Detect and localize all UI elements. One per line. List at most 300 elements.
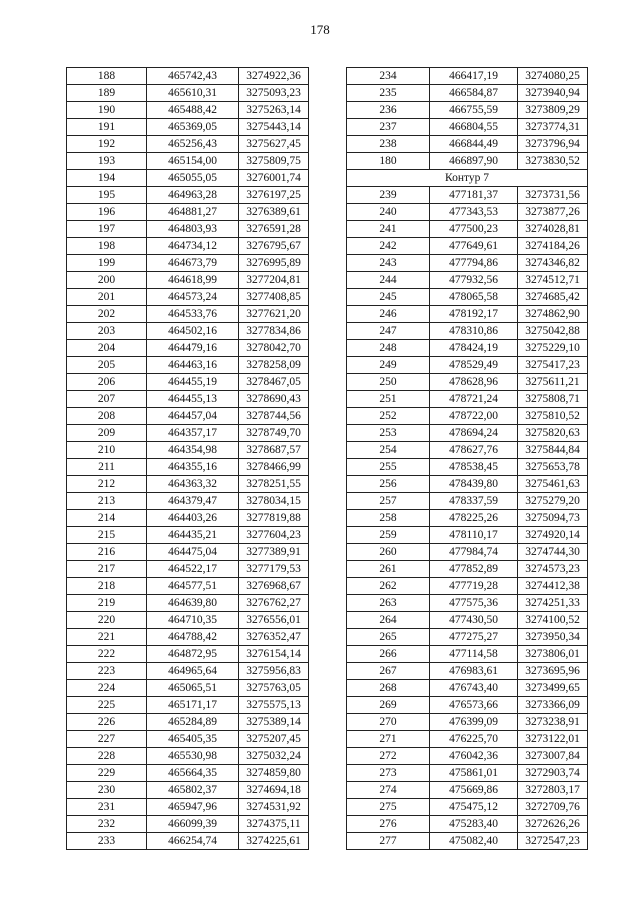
y-coordinate-cell: 3276389,61 bbox=[239, 204, 309, 221]
left-coordinates-table bbox=[66, 67, 309, 850]
x-coordinate-cell: 465530,98 bbox=[147, 748, 239, 765]
table-row bbox=[67, 289, 309, 306]
point-number-cell: 217 bbox=[67, 561, 147, 578]
point-number-cell: 235 bbox=[347, 85, 430, 102]
x-coordinate-cell: 465154,00 bbox=[147, 153, 239, 170]
point-number-cell: 199 bbox=[67, 255, 147, 272]
point-number-cell: 272 bbox=[347, 748, 430, 765]
point-number-cell: 206 bbox=[67, 374, 147, 391]
point-number-cell: 209 bbox=[67, 425, 147, 442]
x-coordinate-cell: 464788,42 bbox=[147, 629, 239, 646]
table-row bbox=[67, 714, 309, 731]
table-row bbox=[347, 425, 588, 442]
table-row bbox=[67, 748, 309, 765]
x-coordinate-cell: 464403,26 bbox=[147, 510, 239, 527]
y-coordinate-cell: 3278690,43 bbox=[239, 391, 309, 408]
table-row bbox=[347, 102, 588, 119]
point-number-cell: 227 bbox=[67, 731, 147, 748]
point-number-cell: 231 bbox=[67, 799, 147, 816]
table-row bbox=[67, 255, 309, 272]
y-coordinate-cell: 3275042,88 bbox=[518, 323, 588, 340]
table-row bbox=[347, 629, 588, 646]
y-coordinate-cell: 3275417,23 bbox=[518, 357, 588, 374]
table-row bbox=[67, 731, 309, 748]
x-coordinate-cell: 476983,61 bbox=[430, 663, 518, 680]
y-coordinate-cell: 3274225,61 bbox=[239, 833, 309, 850]
x-coordinate-cell: 464673,79 bbox=[147, 255, 239, 272]
x-coordinate-cell: 464533,76 bbox=[147, 306, 239, 323]
y-coordinate-cell: 3275809,75 bbox=[239, 153, 309, 170]
point-number-cell: 233 bbox=[67, 833, 147, 850]
y-coordinate-cell: 3278744,56 bbox=[239, 408, 309, 425]
x-coordinate-cell: 465947,96 bbox=[147, 799, 239, 816]
y-coordinate-cell: 3276197,25 bbox=[239, 187, 309, 204]
table-row bbox=[347, 68, 588, 85]
x-coordinate-cell: 478694,24 bbox=[430, 425, 518, 442]
x-coordinate-cell: 464363,32 bbox=[147, 476, 239, 493]
x-coordinate-cell: 464803,93 bbox=[147, 221, 239, 238]
y-coordinate-cell: 3274100,52 bbox=[518, 612, 588, 629]
table-row bbox=[347, 357, 588, 374]
y-coordinate-cell: 3272903,74 bbox=[518, 765, 588, 782]
x-coordinate-cell: 477500,23 bbox=[430, 221, 518, 238]
y-coordinate-cell: 3274685,42 bbox=[518, 289, 588, 306]
y-coordinate-cell: 3273940,94 bbox=[518, 85, 588, 102]
x-coordinate-cell: 466804,55 bbox=[430, 119, 518, 136]
table-row bbox=[67, 323, 309, 340]
table-row bbox=[347, 612, 588, 629]
y-coordinate-cell: 3275389,14 bbox=[239, 714, 309, 731]
x-coordinate-cell: 465369,05 bbox=[147, 119, 239, 136]
x-coordinate-cell: 465664,35 bbox=[147, 765, 239, 782]
point-number-cell: 249 bbox=[347, 357, 430, 374]
table-row bbox=[67, 391, 309, 408]
table-row bbox=[67, 680, 309, 697]
point-number-cell: 274 bbox=[347, 782, 430, 799]
y-coordinate-cell: 3275844,84 bbox=[518, 442, 588, 459]
point-number-cell: 244 bbox=[347, 272, 430, 289]
x-coordinate-cell: 475669,86 bbox=[430, 782, 518, 799]
point-number-cell: 190 bbox=[67, 102, 147, 119]
point-number-cell: 271 bbox=[347, 731, 430, 748]
y-coordinate-cell: 3275820,63 bbox=[518, 425, 588, 442]
table-row bbox=[67, 816, 309, 833]
point-number-cell: 269 bbox=[347, 697, 430, 714]
y-coordinate-cell: 3272626,26 bbox=[518, 816, 588, 833]
point-number-cell: 253 bbox=[347, 425, 430, 442]
table-row bbox=[67, 629, 309, 646]
table-row bbox=[347, 578, 588, 595]
table-row bbox=[347, 238, 588, 255]
table-row bbox=[67, 595, 309, 612]
table-row bbox=[347, 816, 588, 833]
y-coordinate-cell: 3273499,65 bbox=[518, 680, 588, 697]
page-number: 178 bbox=[310, 22, 330, 37]
y-coordinate-cell: 3275032,24 bbox=[239, 748, 309, 765]
y-coordinate-cell: 3273366,09 bbox=[518, 697, 588, 714]
table-row bbox=[347, 663, 588, 680]
y-coordinate-cell: 3274694,18 bbox=[239, 782, 309, 799]
x-coordinate-cell: 464357,17 bbox=[147, 425, 239, 442]
y-coordinate-cell: 3277408,85 bbox=[239, 289, 309, 306]
x-coordinate-cell: 464455,13 bbox=[147, 391, 239, 408]
x-coordinate-cell: 476573,66 bbox=[430, 697, 518, 714]
table-row bbox=[347, 765, 588, 782]
y-coordinate-cell: 3275808,71 bbox=[518, 391, 588, 408]
y-coordinate-cell: 3276995,89 bbox=[239, 255, 309, 272]
table-row bbox=[347, 221, 588, 238]
point-number-cell: 242 bbox=[347, 238, 430, 255]
point-number-cell: 218 bbox=[67, 578, 147, 595]
y-coordinate-cell: 3274859,80 bbox=[239, 765, 309, 782]
table-row bbox=[67, 187, 309, 204]
x-coordinate-cell: 476399,09 bbox=[430, 714, 518, 731]
point-number-cell: 213 bbox=[67, 493, 147, 510]
x-coordinate-cell: 476042,36 bbox=[430, 748, 518, 765]
table-row bbox=[67, 357, 309, 374]
table-row bbox=[67, 136, 309, 153]
point-number-cell: 225 bbox=[67, 697, 147, 714]
x-coordinate-cell: 464475,04 bbox=[147, 544, 239, 561]
point-number-cell: 262 bbox=[347, 578, 430, 595]
table-row bbox=[347, 680, 588, 697]
point-number-cell: 195 bbox=[67, 187, 147, 204]
point-number-cell: 226 bbox=[67, 714, 147, 731]
point-number-cell: 256 bbox=[347, 476, 430, 493]
table-row bbox=[347, 289, 588, 306]
y-coordinate-cell: 3277179,53 bbox=[239, 561, 309, 578]
contour-label: Контур 7 bbox=[347, 170, 588, 187]
table-row bbox=[67, 799, 309, 816]
table-row bbox=[347, 697, 588, 714]
point-number-cell: 248 bbox=[347, 340, 430, 357]
point-number-cell: 224 bbox=[67, 680, 147, 697]
x-coordinate-cell: 464577,51 bbox=[147, 578, 239, 595]
y-coordinate-cell: 3275229,10 bbox=[518, 340, 588, 357]
point-number-cell: 238 bbox=[347, 136, 430, 153]
x-coordinate-cell: 475475,12 bbox=[430, 799, 518, 816]
x-coordinate-cell: 477275,27 bbox=[430, 629, 518, 646]
left-table-body bbox=[67, 68, 309, 850]
y-coordinate-cell: 3277819,88 bbox=[239, 510, 309, 527]
x-coordinate-cell: 465284,89 bbox=[147, 714, 239, 731]
x-coordinate-cell: 478310,86 bbox=[430, 323, 518, 340]
table-row bbox=[347, 748, 588, 765]
y-coordinate-cell: 3277834,86 bbox=[239, 323, 309, 340]
table-row bbox=[67, 782, 309, 799]
point-number-cell: 255 bbox=[347, 459, 430, 476]
y-coordinate-cell: 3277621,20 bbox=[239, 306, 309, 323]
x-coordinate-cell: 475082,40 bbox=[430, 833, 518, 850]
table-row bbox=[67, 646, 309, 663]
point-number-cell: 234 bbox=[347, 68, 430, 85]
table-row bbox=[347, 119, 588, 136]
table-row bbox=[67, 612, 309, 629]
y-coordinate-cell: 3276968,67 bbox=[239, 578, 309, 595]
x-coordinate-cell: 478439,80 bbox=[430, 476, 518, 493]
point-number-cell: 267 bbox=[347, 663, 430, 680]
table-row bbox=[347, 595, 588, 612]
point-number-cell: 203 bbox=[67, 323, 147, 340]
x-coordinate-cell: 464457,04 bbox=[147, 408, 239, 425]
y-coordinate-cell: 3274251,33 bbox=[518, 595, 588, 612]
table-row bbox=[347, 782, 588, 799]
table-row bbox=[67, 153, 309, 170]
point-number-cell: 258 bbox=[347, 510, 430, 527]
x-coordinate-cell: 478627,76 bbox=[430, 442, 518, 459]
y-coordinate-cell: 3275611,21 bbox=[518, 374, 588, 391]
point-number-cell: 243 bbox=[347, 255, 430, 272]
point-number-cell: 216 bbox=[67, 544, 147, 561]
table-row bbox=[347, 408, 588, 425]
y-coordinate-cell: 3274531,92 bbox=[239, 799, 309, 816]
table-row bbox=[347, 153, 588, 170]
point-number-cell: 207 bbox=[67, 391, 147, 408]
y-coordinate-cell: 3277389,91 bbox=[239, 544, 309, 561]
point-number-cell: 194 bbox=[67, 170, 147, 187]
x-coordinate-cell: 465405,35 bbox=[147, 731, 239, 748]
x-coordinate-cell: 464710,35 bbox=[147, 612, 239, 629]
y-coordinate-cell: 3273796,94 bbox=[518, 136, 588, 153]
point-number-cell: 215 bbox=[67, 527, 147, 544]
table-row bbox=[67, 374, 309, 391]
table-row bbox=[347, 255, 588, 272]
y-coordinate-cell: 3278042,70 bbox=[239, 340, 309, 357]
x-coordinate-cell: 465488,42 bbox=[147, 102, 239, 119]
table-row bbox=[67, 476, 309, 493]
y-coordinate-cell: 3274920,14 bbox=[518, 527, 588, 544]
x-coordinate-cell: 466417,19 bbox=[430, 68, 518, 85]
x-coordinate-cell: 464463,16 bbox=[147, 357, 239, 374]
point-number-cell: 277 bbox=[347, 833, 430, 850]
x-coordinate-cell: 476225,70 bbox=[430, 731, 518, 748]
y-coordinate-cell: 3275093,23 bbox=[239, 85, 309, 102]
y-coordinate-cell: 3273809,29 bbox=[518, 102, 588, 119]
x-coordinate-cell: 465802,37 bbox=[147, 782, 239, 799]
x-coordinate-cell: 466584,87 bbox=[430, 85, 518, 102]
y-coordinate-cell: 3278687,57 bbox=[239, 442, 309, 459]
point-number-cell: 250 bbox=[347, 374, 430, 391]
x-coordinate-cell: 475861,01 bbox=[430, 765, 518, 782]
table-row bbox=[67, 68, 309, 85]
x-coordinate-cell: 464734,12 bbox=[147, 238, 239, 255]
y-coordinate-cell: 3276591,28 bbox=[239, 221, 309, 238]
point-number-cell: 196 bbox=[67, 204, 147, 221]
table-row bbox=[347, 510, 588, 527]
table-row bbox=[67, 510, 309, 527]
x-coordinate-cell: 465256,43 bbox=[147, 136, 239, 153]
y-coordinate-cell: 3276795,67 bbox=[239, 238, 309, 255]
table-row bbox=[347, 561, 588, 578]
y-coordinate-cell: 3275653,78 bbox=[518, 459, 588, 476]
y-coordinate-cell: 3273950,34 bbox=[518, 629, 588, 646]
y-coordinate-cell: 3275207,45 bbox=[239, 731, 309, 748]
x-coordinate-cell: 477114,58 bbox=[430, 646, 518, 663]
point-number-cell: 214 bbox=[67, 510, 147, 527]
y-coordinate-cell: 3274080,25 bbox=[518, 68, 588, 85]
point-number-cell: 268 bbox=[347, 680, 430, 697]
y-coordinate-cell: 3273806,01 bbox=[518, 646, 588, 663]
y-coordinate-cell: 3274375,11 bbox=[239, 816, 309, 833]
y-coordinate-cell: 3272709,76 bbox=[518, 799, 588, 816]
x-coordinate-cell: 464435,21 bbox=[147, 527, 239, 544]
y-coordinate-cell: 3276154,14 bbox=[239, 646, 309, 663]
table-row bbox=[347, 459, 588, 476]
point-number-cell: 251 bbox=[347, 391, 430, 408]
x-coordinate-cell: 464639,80 bbox=[147, 595, 239, 612]
table-row bbox=[347, 476, 588, 493]
y-coordinate-cell: 3273830,52 bbox=[518, 153, 588, 170]
x-coordinate-cell: 464354,98 bbox=[147, 442, 239, 459]
y-coordinate-cell: 3275956,83 bbox=[239, 663, 309, 680]
table-row bbox=[67, 85, 309, 102]
point-number-cell: 192 bbox=[67, 136, 147, 153]
table-row bbox=[347, 187, 588, 204]
x-coordinate-cell: 466844,49 bbox=[430, 136, 518, 153]
x-coordinate-cell: 465055,05 bbox=[147, 170, 239, 187]
point-number-cell: 263 bbox=[347, 595, 430, 612]
table-row bbox=[67, 425, 309, 442]
point-number-cell: 219 bbox=[67, 595, 147, 612]
point-number-cell: 188 bbox=[67, 68, 147, 85]
table-row bbox=[67, 697, 309, 714]
y-coordinate-cell: 3276762,27 bbox=[239, 595, 309, 612]
x-coordinate-cell: 478424,19 bbox=[430, 340, 518, 357]
x-coordinate-cell: 476743,40 bbox=[430, 680, 518, 697]
point-number-cell: 276 bbox=[347, 816, 430, 833]
y-coordinate-cell: 3278034,15 bbox=[239, 493, 309, 510]
y-coordinate-cell: 3273122,01 bbox=[518, 731, 588, 748]
table-row bbox=[67, 544, 309, 561]
table-row bbox=[67, 459, 309, 476]
table-row bbox=[347, 731, 588, 748]
point-number-cell: 240 bbox=[347, 204, 430, 221]
y-coordinate-cell: 3274028,81 bbox=[518, 221, 588, 238]
point-number-cell: 230 bbox=[67, 782, 147, 799]
x-coordinate-cell: 478628,96 bbox=[430, 374, 518, 391]
y-coordinate-cell: 3278467,05 bbox=[239, 374, 309, 391]
point-number-cell: 220 bbox=[67, 612, 147, 629]
point-number-cell: 264 bbox=[347, 612, 430, 629]
point-number-cell: 197 bbox=[67, 221, 147, 238]
point-number-cell: 275 bbox=[347, 799, 430, 816]
x-coordinate-cell: 477343,53 bbox=[430, 204, 518, 221]
x-coordinate-cell: 464963,28 bbox=[147, 187, 239, 204]
y-coordinate-cell: 3274922,36 bbox=[239, 68, 309, 85]
point-number-cell: 260 bbox=[347, 544, 430, 561]
point-number-cell: 202 bbox=[67, 306, 147, 323]
point-number-cell: 247 bbox=[347, 323, 430, 340]
y-coordinate-cell: 3278466,99 bbox=[239, 459, 309, 476]
table-row bbox=[67, 204, 309, 221]
y-coordinate-cell: 3274744,30 bbox=[518, 544, 588, 561]
table-row bbox=[67, 408, 309, 425]
point-number-cell: 198 bbox=[67, 238, 147, 255]
y-coordinate-cell: 3275263,14 bbox=[239, 102, 309, 119]
x-coordinate-cell: 465610,31 bbox=[147, 85, 239, 102]
y-coordinate-cell: 3273877,26 bbox=[518, 204, 588, 221]
table-row bbox=[67, 238, 309, 255]
table-row bbox=[67, 663, 309, 680]
table-row bbox=[67, 765, 309, 782]
y-coordinate-cell: 3275461,63 bbox=[518, 476, 588, 493]
table-row bbox=[67, 221, 309, 238]
y-coordinate-cell: 3273238,91 bbox=[518, 714, 588, 731]
table-row bbox=[347, 714, 588, 731]
point-number-cell: 222 bbox=[67, 646, 147, 663]
y-coordinate-cell: 3274512,71 bbox=[518, 272, 588, 289]
table-row bbox=[347, 306, 588, 323]
table-row bbox=[347, 833, 588, 850]
x-coordinate-cell: 477430,50 bbox=[430, 612, 518, 629]
point-number-cell: 246 bbox=[347, 306, 430, 323]
x-coordinate-cell: 464618,99 bbox=[147, 272, 239, 289]
table-row bbox=[347, 272, 588, 289]
point-number-cell: 200 bbox=[67, 272, 147, 289]
point-number-cell: 205 bbox=[67, 357, 147, 374]
table-row bbox=[347, 442, 588, 459]
x-coordinate-cell: 464502,16 bbox=[147, 323, 239, 340]
y-coordinate-cell: 3275575,13 bbox=[239, 697, 309, 714]
x-coordinate-cell: 478721,24 bbox=[430, 391, 518, 408]
point-number-cell: 191 bbox=[67, 119, 147, 136]
point-number-cell: 236 bbox=[347, 102, 430, 119]
x-coordinate-cell: 478337,59 bbox=[430, 493, 518, 510]
x-coordinate-cell: 477649,61 bbox=[430, 238, 518, 255]
point-number-cell: 223 bbox=[67, 663, 147, 680]
table-row bbox=[347, 136, 588, 153]
y-coordinate-cell: 3274862,90 bbox=[518, 306, 588, 323]
point-number-cell: 221 bbox=[67, 629, 147, 646]
y-coordinate-cell: 3277204,81 bbox=[239, 272, 309, 289]
right-table-body bbox=[347, 68, 588, 850]
point-number-cell: 228 bbox=[67, 748, 147, 765]
x-coordinate-cell: 464881,27 bbox=[147, 204, 239, 221]
y-coordinate-cell: 3274412,38 bbox=[518, 578, 588, 595]
y-coordinate-cell: 3275443,14 bbox=[239, 119, 309, 136]
x-coordinate-cell: 464455,19 bbox=[147, 374, 239, 391]
y-coordinate-cell: 3275279,20 bbox=[518, 493, 588, 510]
table-row bbox=[67, 527, 309, 544]
x-coordinate-cell: 478065,58 bbox=[430, 289, 518, 306]
y-coordinate-cell: 3275094,73 bbox=[518, 510, 588, 527]
point-number-cell: 232 bbox=[67, 816, 147, 833]
y-coordinate-cell: 3273695,96 bbox=[518, 663, 588, 680]
table-row bbox=[67, 170, 309, 187]
table-row bbox=[347, 544, 588, 561]
x-coordinate-cell: 466254,74 bbox=[147, 833, 239, 850]
y-coordinate-cell: 3275627,45 bbox=[239, 136, 309, 153]
y-coordinate-cell: 3276556,01 bbox=[239, 612, 309, 629]
x-coordinate-cell: 464872,95 bbox=[147, 646, 239, 663]
table-row bbox=[67, 119, 309, 136]
x-coordinate-cell: 477181,37 bbox=[430, 187, 518, 204]
table-row bbox=[67, 102, 309, 119]
point-number-cell: 208 bbox=[67, 408, 147, 425]
section-row bbox=[347, 170, 588, 187]
y-coordinate-cell: 3278749,70 bbox=[239, 425, 309, 442]
x-coordinate-cell: 478722,00 bbox=[430, 408, 518, 425]
x-coordinate-cell: 478538,45 bbox=[430, 459, 518, 476]
y-coordinate-cell: 3274346,82 bbox=[518, 255, 588, 272]
point-number-cell: 229 bbox=[67, 765, 147, 782]
table-row bbox=[347, 527, 588, 544]
x-coordinate-cell: 465171,17 bbox=[147, 697, 239, 714]
point-number-cell: 212 bbox=[67, 476, 147, 493]
x-coordinate-cell: 464379,47 bbox=[147, 493, 239, 510]
x-coordinate-cell: 475283,40 bbox=[430, 816, 518, 833]
y-coordinate-cell: 3278258,09 bbox=[239, 357, 309, 374]
